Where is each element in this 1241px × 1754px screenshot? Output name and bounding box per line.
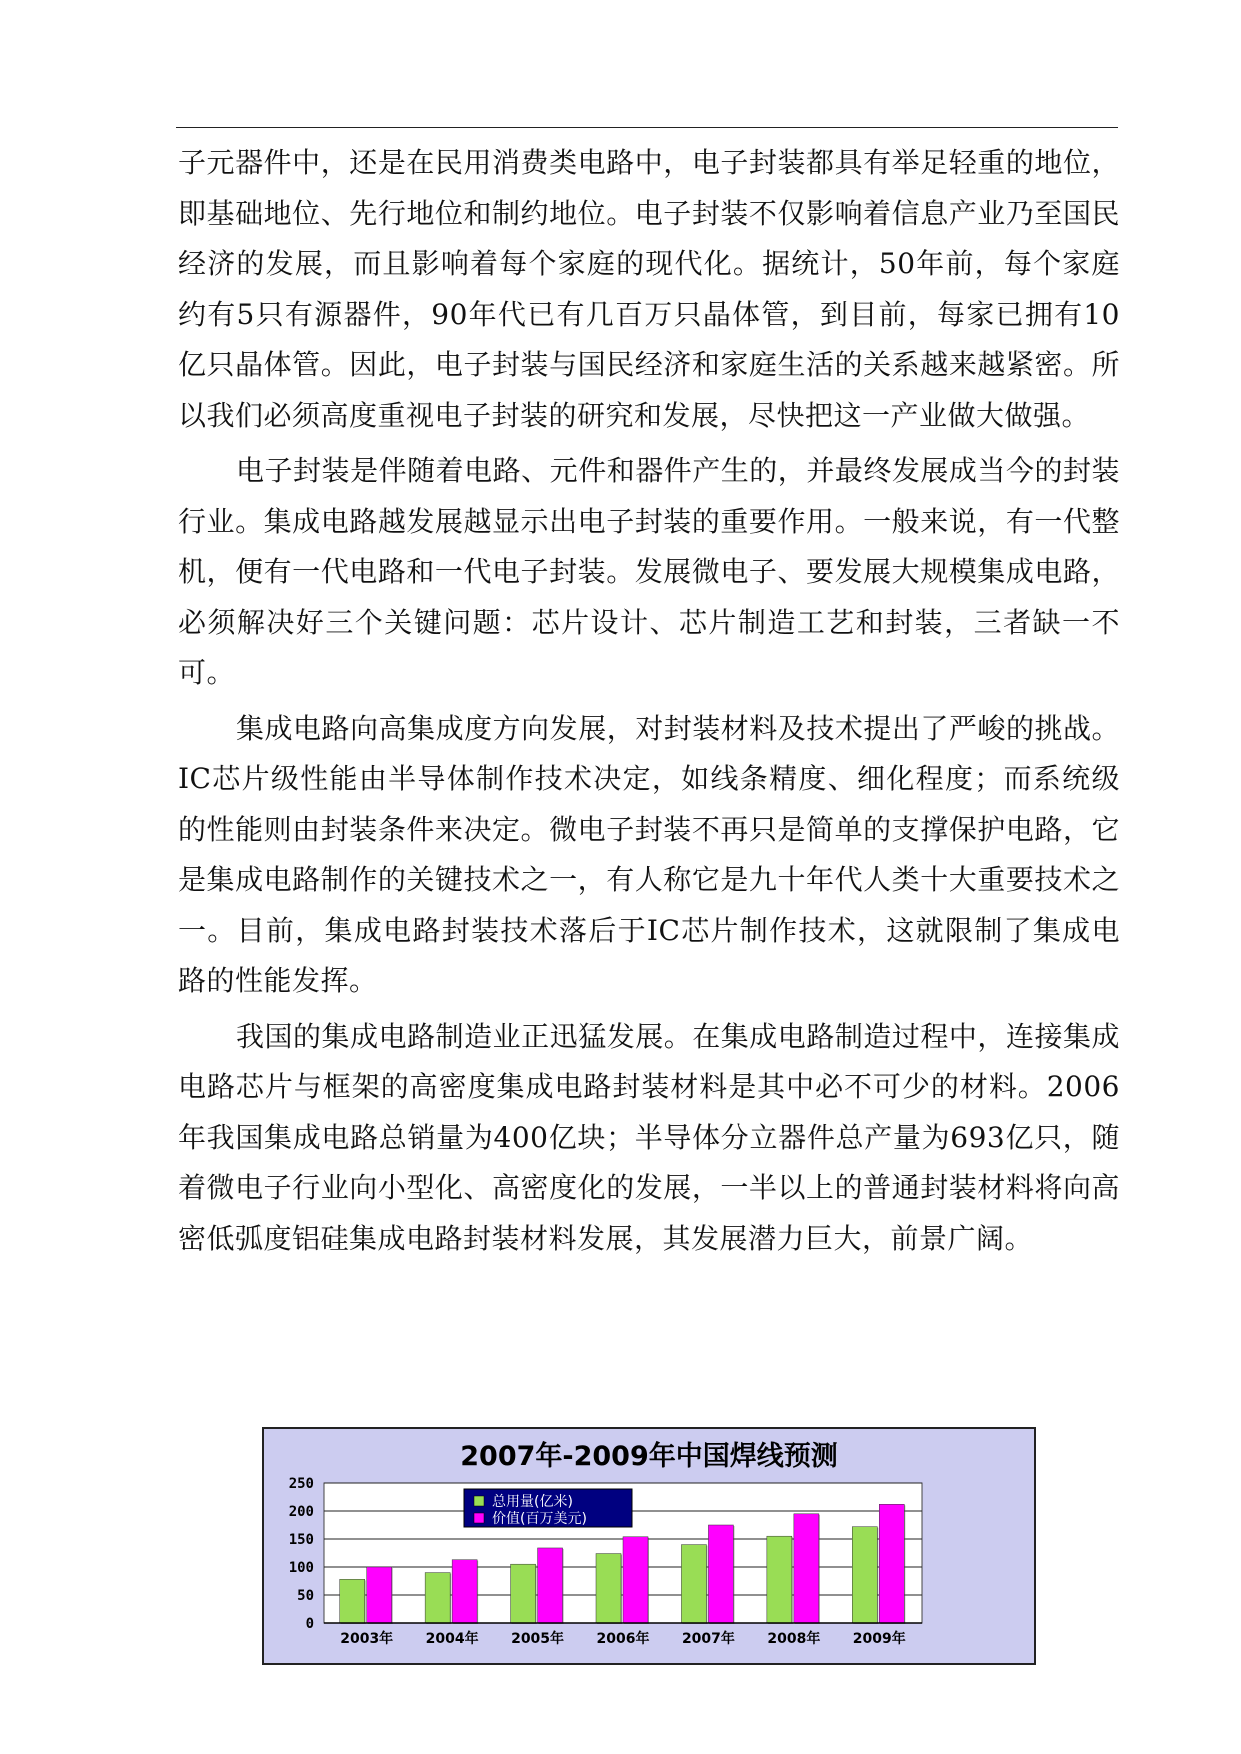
bar-value <box>452 1560 477 1623</box>
y-tick-label: 100 <box>288 1560 314 1576</box>
x-tick-label: 2009年 <box>852 1631 906 1647</box>
bar-usage <box>596 1554 621 1623</box>
legend-label: 价值(百万美元) <box>492 1511 587 1527</box>
x-tick-label: 2003年 <box>340 1631 394 1647</box>
plot-area <box>289 1476 922 1647</box>
bar-value <box>708 1525 733 1623</box>
y-tick-label: 50 <box>297 1588 314 1604</box>
header-rule <box>176 127 1118 128</box>
legend-swatch <box>474 1513 484 1523</box>
y-tick-label: 0 <box>305 1616 314 1632</box>
chart-title: 2007年-2009年中国焊线预测 <box>460 1441 838 1472</box>
x-tick-label: 2004年 <box>425 1631 479 1647</box>
bar-usage <box>340 1579 365 1623</box>
bar-usage <box>681 1545 706 1623</box>
bar-value <box>367 1567 392 1623</box>
chart-frame <box>262 1427 1036 1665</box>
y-tick-label: 200 <box>288 1504 314 1520</box>
bar-usage <box>767 1536 792 1623</box>
bar-value <box>623 1537 648 1623</box>
paragraph-1: 子元器件中，还是在民用消费类电路中，电子封装都具有举足轻重的地位，即基础地位、先行地位和制约地位。电子封装不仅影响着信息产业乃至国民经济的发展，而且影响着每个家庭的现代化。据统计，50年前，每个家庭约有5只有源器件，90年代已有几百万只晶体管，到目前，每家已拥有10亿只晶体管。因此，电子封装与国民经济和家庭生活的关系越来越紧密。所以我们必须高度重视电子封装的研究和发展，尽快把这一产业做大做强。 <box>178 146 1120 432</box>
paragraph-2: 电子封装是伴随着电路、元件和器件产生的，并最终发展成当今的封装行业。集成电路越发展越显示出电子封装的重要作用。一般来说，有一代整机，便有一代电路和一代电子封装。发展微电子、要发展大规模集成电路，必须解决好三个关键问题：芯片设计、芯片制造工艺和封装，三者缺一不可。 <box>178 454 1120 689</box>
x-tick-label: 2005年 <box>511 1631 565 1647</box>
y-tick-label: 250 <box>288 1476 314 1492</box>
legend-label: 总用量(亿米) <box>492 1494 573 1510</box>
bar-value <box>538 1548 563 1623</box>
y-tick-label: 150 <box>288 1532 314 1548</box>
x-tick-label: 2008年 <box>767 1631 821 1647</box>
bar-value <box>794 1514 819 1623</box>
bar-chart <box>264 1429 1034 1663</box>
bar-usage <box>425 1573 450 1623</box>
bar-usage <box>511 1564 536 1623</box>
paragraph-4: 我国的集成电路制造业正迅猛发展。在集成电路制造过程中，连接集成电路芯片与框架的高密度集成电路封装材料是其中必不可少的材料。2006年我国集成电路总销量为400亿块；半导体分立器件总产量为693亿只，随着微电子行业向小型化、高密度化的发展，一半以上的普通封装材料将向高密低弧度铝硅集成电路封装材料发展，其发展潜力巨大，前景广阔。 <box>178 1019 1120 1255</box>
legend-swatch <box>474 1496 484 1506</box>
x-tick-label: 2006年 <box>596 1631 650 1647</box>
body-text <box>178 138 1120 1269</box>
bar-usage <box>852 1527 877 1623</box>
paragraph-3: 集成电路向高集成度方向发展，对封装材料及技术提出了严峻的挑战。IC芯片级性能由半导体制作技术决定，如线条精度、细化程度；而系统级的性能则由封装条件来决定。微电子封装不再只是简单的支撑保护电路，它是集成电路制作的关键技术之一，有人称它是九十年代人类十大重要技术之一。目前，集成电路封装技术落后于IC芯片制作技术，这就限制了集成电路的性能发挥。 <box>178 711 1120 997</box>
x-tick-label: 2007年 <box>681 1631 735 1647</box>
bar-value <box>879 1504 904 1623</box>
